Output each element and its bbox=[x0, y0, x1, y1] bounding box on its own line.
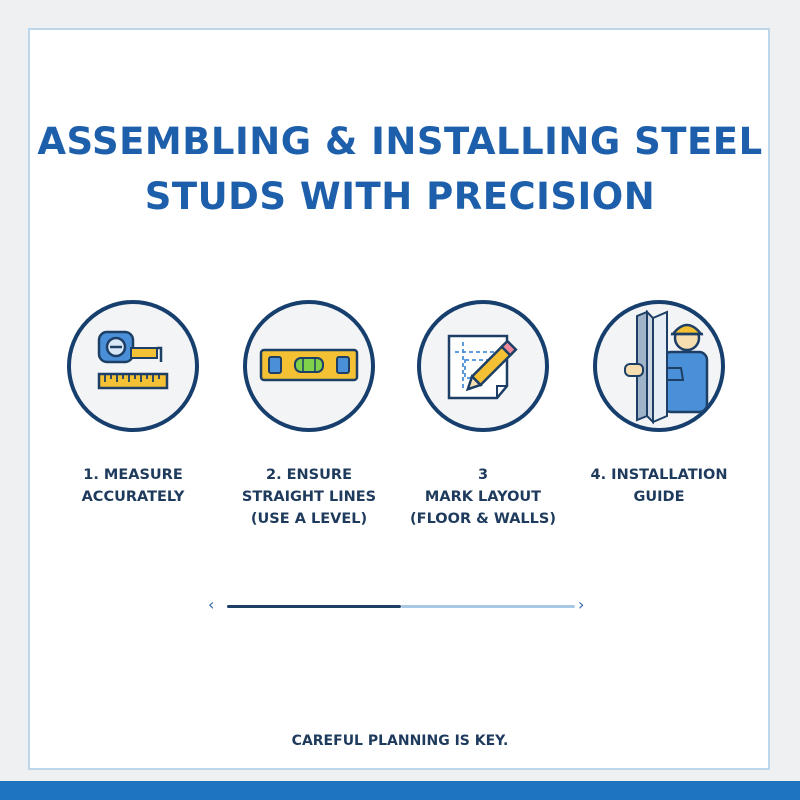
title-line-1: ASSEMBLING & INSTALLING STEEL bbox=[37, 120, 763, 163]
page-title bbox=[0, 114, 800, 224]
footer-tagline: CAREFUL PLANNING IS KEY. bbox=[291, 733, 509, 749]
step-level bbox=[224, 300, 394, 530]
progress-inactive-track bbox=[401, 605, 575, 608]
step-2-label: 2. ENSURE STRAIGHT LINES (USE A LEVEL) bbox=[241, 467, 377, 527]
title-line-2: STUDS WITH PRECISION bbox=[144, 175, 656, 218]
step-layout bbox=[398, 300, 568, 530]
chevron-right-icon[interactable]: › bbox=[578, 595, 585, 614]
step-install bbox=[574, 300, 744, 508]
step-measure bbox=[48, 300, 218, 508]
spirit-level-icon bbox=[257, 336, 361, 396]
chevron-left-icon[interactable]: ‹ bbox=[208, 595, 215, 614]
step-3-label: 3 MARK LAYOUT (FLOOR & WALLS) bbox=[410, 467, 556, 527]
tape-measure-icon bbox=[85, 318, 181, 414]
step-4-label: 4. INSTALLATION GUIDE bbox=[590, 467, 728, 505]
step-1-icon-circle bbox=[67, 300, 199, 432]
pencil-blueprint-icon bbox=[435, 318, 531, 414]
worker-installing-stud-icon bbox=[597, 304, 721, 428]
progress-active-track bbox=[227, 605, 401, 608]
step-4-icon-circle bbox=[593, 300, 725, 432]
step-3-icon-circle bbox=[417, 300, 549, 432]
bottom-accent-bar bbox=[0, 781, 800, 800]
step-1-label: 1. MEASURE ACCURATELY bbox=[81, 467, 185, 505]
carousel-progress bbox=[208, 594, 588, 618]
step-2-icon-circle bbox=[243, 300, 375, 432]
